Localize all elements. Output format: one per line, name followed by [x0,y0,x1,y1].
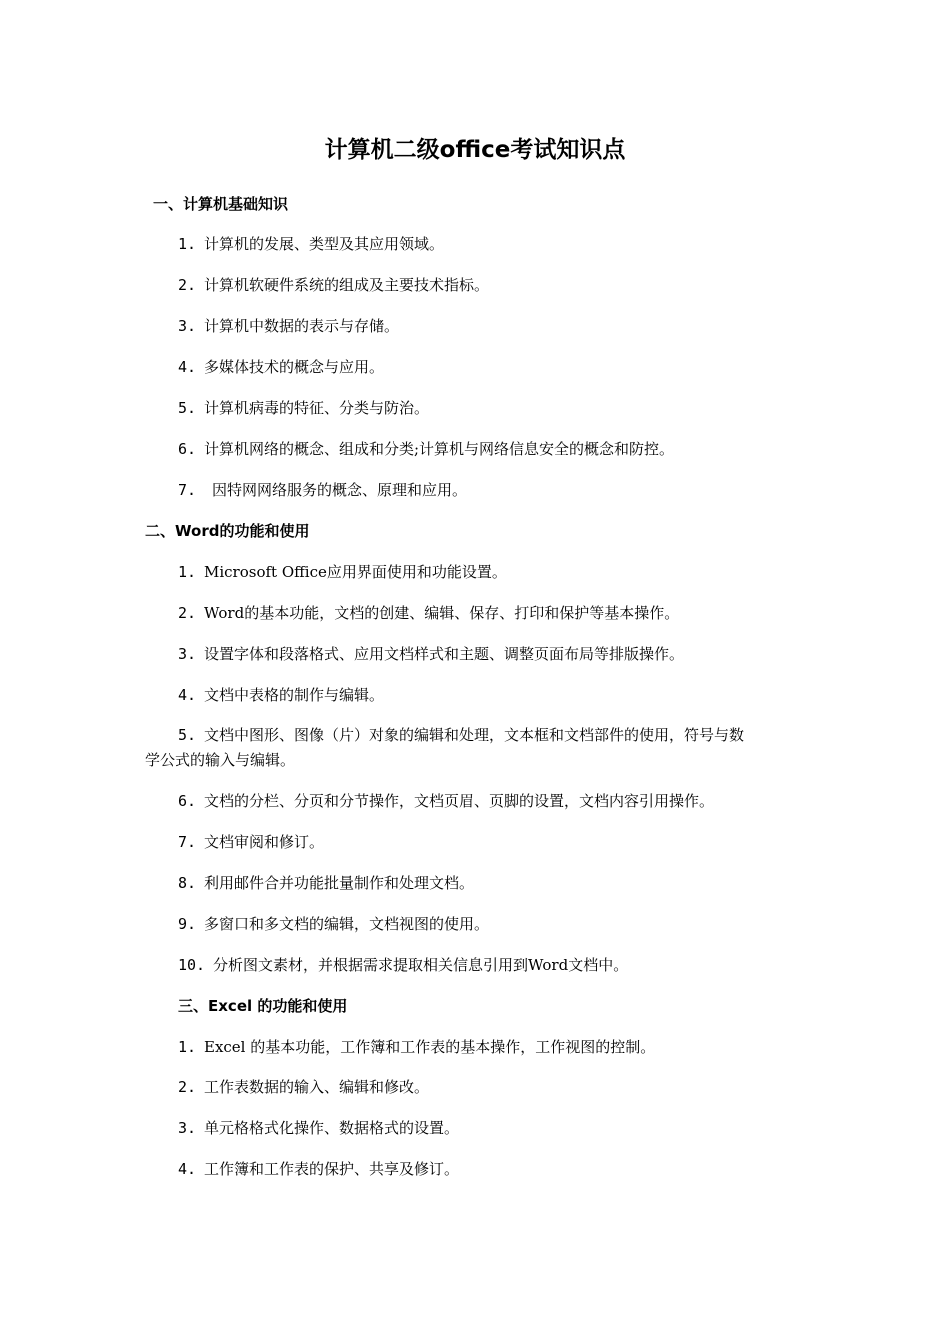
item-number: 2. [178,604,197,622]
list-item [178,684,384,706]
item-text: 计算机网络的概念、组成和分类;计算机与网络信息安全的概念和防控。 [204,440,675,458]
item-text: 工作簿和工作表的保护、共享及修订。 [204,1160,460,1178]
item-text: 文档审阅和修订。 [204,833,325,851]
item-text: 计算机中数据的表示与存储。 [204,317,400,335]
item-number: 7. [178,833,197,851]
item-text: Word的基本功能，文档的创建、编辑、保存、打印和保护等基本操作。 [204,604,680,622]
list-item [178,479,467,501]
list-item [178,561,507,583]
list-item [178,913,489,935]
item-number: 1. [178,1038,197,1056]
item-text: 多媒体技术的概念与应用。 [204,358,385,376]
list-item [178,643,684,665]
item-number: 3. [178,317,197,335]
list-item [178,315,399,337]
list-item [178,872,474,894]
item-text: 文档中图形、图像（片）对象的编辑和处理，文本框和文档部件的使用，符号与数 [204,726,745,744]
item-number: 3. [178,645,197,663]
item-text: 多窗口和多文档的编辑，文档视图的使用。 [204,915,490,933]
item-number: 8. [178,874,197,892]
item-number: 5. [178,399,197,417]
item-text-continuation: 学公式的输入与编辑。 [145,751,296,769]
item-number: 1. [178,235,197,253]
item-number: 2. [178,1078,197,1096]
section-heading: 二、Word的功能和使用 [145,522,310,540]
item-number: 4. [178,686,197,704]
item-number: 5. [178,726,197,744]
list-item [178,274,489,296]
list-item [178,1117,459,1139]
item-text: 分析图文素材，并根据需求提取相关信息引用到Word文档中。 [213,956,629,974]
item-text: 因特网网络服务的概念、原理和应用。 [212,481,468,499]
item-number: 6. [178,792,197,810]
item-number: 4. [178,1160,197,1178]
item-number: 10. [178,956,206,974]
item-number: 9. [178,915,197,933]
item-text: 文档中表格的制作与编辑。 [204,686,385,704]
item-text: 利用邮件合并功能批量制作和处理文档。 [204,874,475,892]
item-text: Microsoft Office应用界面使用和功能设置。 [204,563,507,581]
section-heading: 三、Excel 的功能和使用 [178,997,348,1015]
list-item [178,1076,429,1098]
list-item [178,831,324,853]
list-item [178,356,384,378]
list-item [178,233,444,255]
list-item [178,1158,459,1180]
item-text: 单元格格式化操作、数据格式的设置。 [204,1119,460,1137]
document-title: 计算机二级office考试知识点 [324,137,626,163]
list-item [178,724,744,746]
item-number: 6. [178,440,197,458]
list-item [178,954,628,976]
item-text: 计算机病毒的特征、分类与防治。 [204,399,430,417]
item-number: 7. [178,481,197,499]
item-number: 1. [178,563,197,581]
item-text: 计算机的发展、类型及其应用领域。 [204,235,445,253]
item-text: Excel 的基本功能，工作簿和工作表的基本操作，工作视图的控制。 [204,1038,656,1056]
list-item [178,602,679,624]
item-text: 工作表数据的输入、编辑和修改。 [204,1078,430,1096]
list-item [178,1036,655,1058]
item-text: 文档的分栏、分页和分节操作，文档页眉、页脚的设置，文档内容引用操作。 [204,792,715,810]
section-heading: 一、计算机基础知识 [153,195,289,213]
list-item [178,397,429,419]
item-number: 4. [178,358,197,376]
list-item [178,790,714,812]
item-text: 设置字体和段落格式、应用文档样式和主题、调整页面布局等排版操作。 [204,645,685,663]
list-item [178,438,674,460]
item-number: 3. [178,1119,197,1137]
item-text: 计算机软硬件系统的组成及主要技术指标。 [204,276,490,294]
item-number: 2. [178,276,197,294]
